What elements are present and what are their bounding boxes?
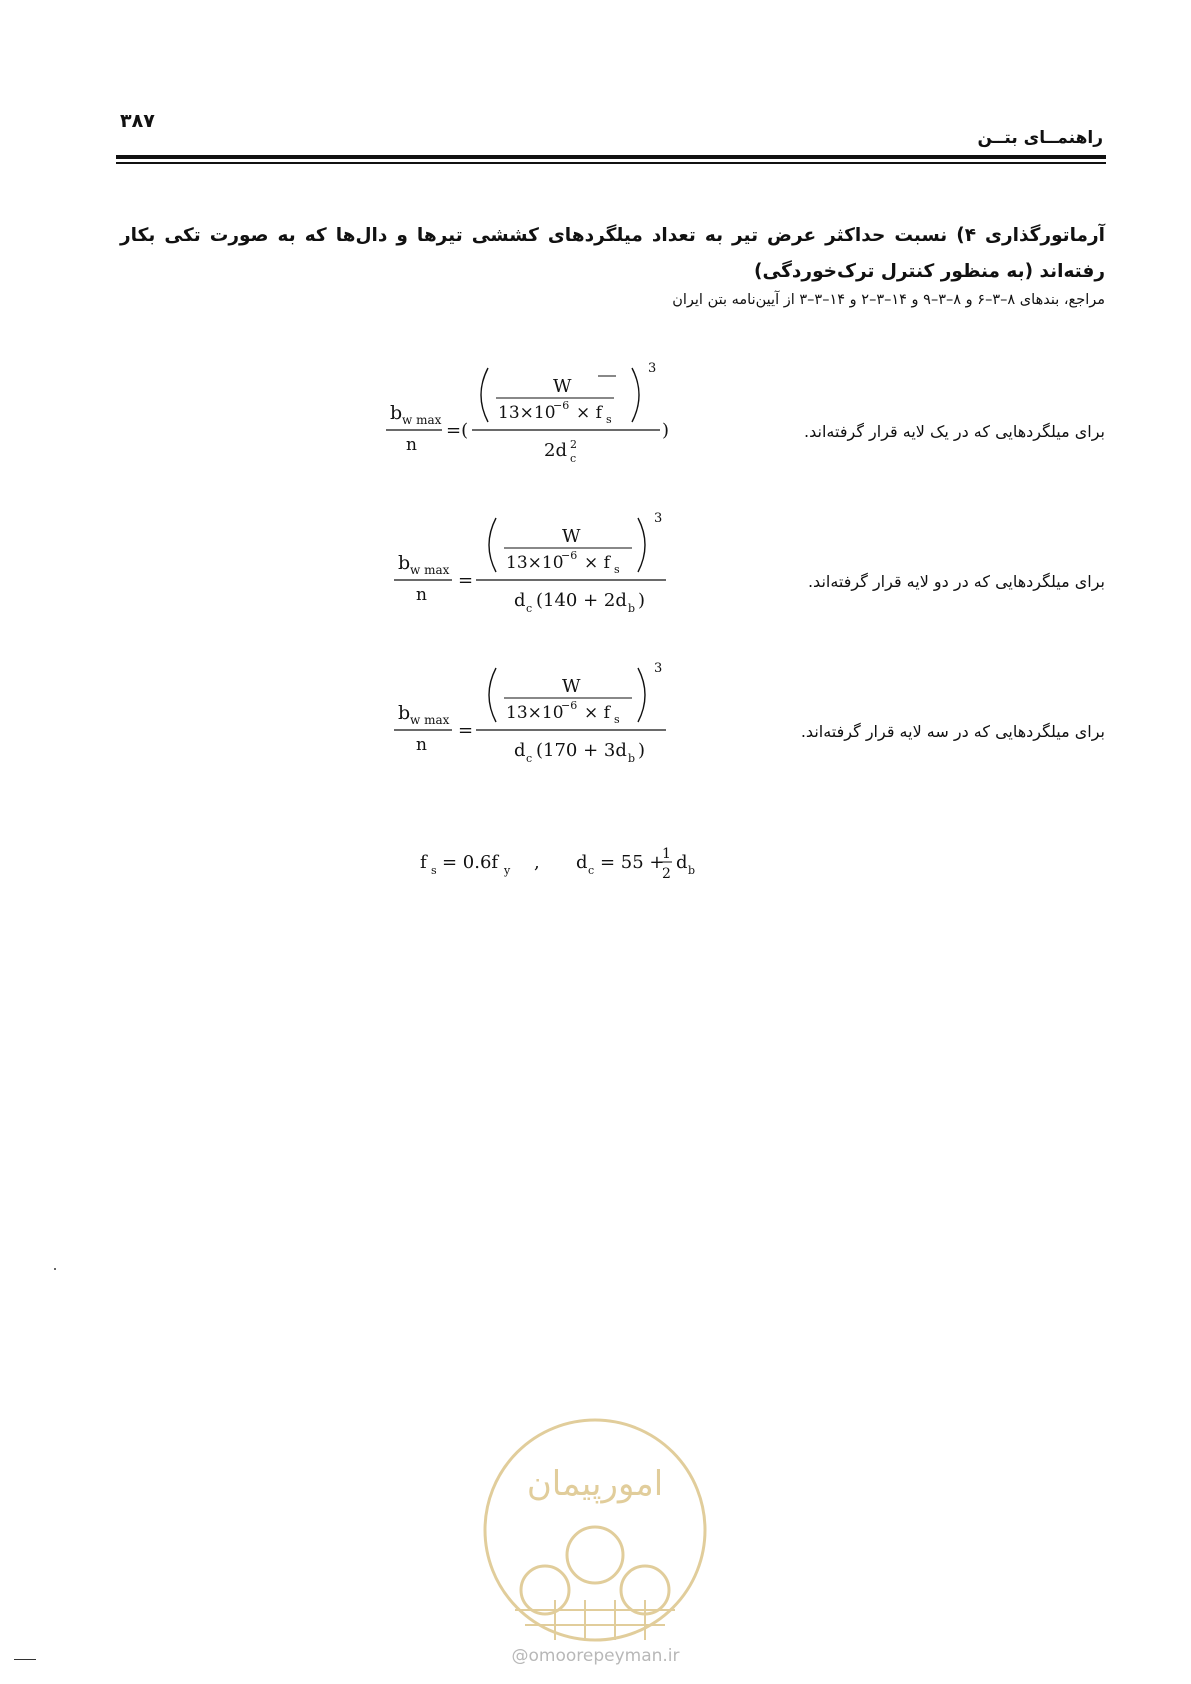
logo-outer-ring <box>485 1420 705 1640</box>
formula-equation <box>370 660 700 780</box>
fs-rhs: = 0.6f <box>442 852 499 873</box>
big-right-paren <box>638 668 645 722</box>
lhs-subscript: w max <box>402 413 442 427</box>
dc-frac-den: 2 <box>662 866 671 882</box>
formula-note: برای میلگردهایی که در یک لایه قرار گرفته‌اند. <box>804 422 1105 441</box>
lhs-subscript: w max <box>410 713 450 727</box>
dc-tail-sub: b <box>688 864 696 877</box>
denominator-sup: 2 <box>570 438 577 451</box>
big-left-paren <box>481 368 488 422</box>
dc-lhs: d <box>576 852 588 873</box>
inner-factor: × f <box>584 553 610 573</box>
watermark-url: @omoorepeyman.ir <box>511 1646 680 1666</box>
header-rule-thin <box>116 162 1106 164</box>
dc-frac-num: 1 <box>662 846 671 862</box>
denominator: d <box>514 740 526 761</box>
denominator-tail: (170 + 3d <box>536 740 627 761</box>
equals-sign: =( <box>446 420 469 441</box>
denominator-tail-sub: b <box>628 602 636 615</box>
denominator-sub: c <box>526 752 533 765</box>
inner-factor-subscript: s <box>606 413 612 426</box>
section-heading: آرماتورگذاری ۴) نسبت حداکثر عرض تیر به تعداد میلگردهای کششی تیرها و دال‌ها که به صورت تکی بکار رفته‌اند (به منظور کنترل ترک‌خوردگی) <box>120 225 1106 282</box>
lhs-subscript: w max <box>410 563 450 577</box>
inner-exponent: −6 <box>561 699 578 712</box>
inner-exponent: −6 <box>553 399 570 412</box>
inner-factor-subscript: s <box>614 563 620 576</box>
equals-sign: = <box>458 570 474 591</box>
watermark-logo <box>475 1415 715 1655</box>
lhs-denominator: n <box>416 735 427 755</box>
big-right-paren <box>632 368 639 422</box>
fs-lhs-sub: s <box>431 864 437 877</box>
margin-dot <box>54 1268 56 1270</box>
definitions-equation <box>410 840 730 900</box>
inner-factor: × f <box>576 403 602 423</box>
denominator: d <box>514 590 526 611</box>
formula-equation <box>370 510 700 630</box>
brick-grid-icon <box>515 1600 675 1640</box>
denominator-close: ) <box>638 590 646 611</box>
denominator: 2d <box>544 440 567 461</box>
inner-denominator: 13×10 <box>506 553 564 573</box>
big-left-paren <box>489 518 496 572</box>
fs-rhs-sub: y <box>504 864 511 877</box>
inner-numerator: W <box>553 376 572 397</box>
formula-equation <box>370 360 700 480</box>
header-rule-thick <box>116 155 1106 159</box>
dc-rhs: = 55 + <box>600 852 665 873</box>
denominator-sub: c <box>570 452 577 465</box>
outer-exponent: 3 <box>654 661 663 676</box>
close-paren: ) <box>662 420 670 441</box>
inner-denominator: 13×10 <box>498 403 556 423</box>
inner-exponent: −6 <box>561 549 578 562</box>
margin-mark <box>14 1659 36 1660</box>
denominator-sub: c <box>526 602 533 615</box>
inner-numerator: W <box>562 676 581 697</box>
page-number: ۳۸۷ <box>120 110 155 132</box>
big-left-paren <box>489 668 496 722</box>
logo-script: امورپیمان <box>526 1464 664 1504</box>
references-line: مراجع، بندهای ۸–۳–۶ و ۸–۳–۹ و ۱۴–۳–۲ و ۱۴–۳–۳ از آیین‌نامه بتن ایران <box>672 292 1105 308</box>
outer-exponent: 3 <box>648 361 657 376</box>
separator: , <box>534 852 540 873</box>
fs-lhs: f <box>420 852 427 873</box>
running-title: راهنمــای بتــن <box>977 128 1103 148</box>
lhs-denominator: n <box>416 585 427 605</box>
lhs-numerator: b <box>390 402 403 424</box>
inner-numerator: W <box>562 526 581 547</box>
dc-lhs-sub: c <box>588 864 595 877</box>
denominator-tail-sub: b <box>628 752 636 765</box>
formula-note: برای میلگردهایی که در سه لایه قرار گرفته‌اند. <box>800 722 1105 741</box>
lhs-denominator: n <box>406 435 417 455</box>
outer-exponent: 3 <box>654 511 663 526</box>
inner-denominator: 13×10 <box>506 703 564 723</box>
lhs-numerator: b <box>398 702 411 724</box>
inner-factor-subscript: s <box>614 713 620 726</box>
denominator-tail: (140 + 2d <box>536 590 627 611</box>
denominator-close: ) <box>638 740 646 761</box>
equals-sign: = <box>458 720 474 741</box>
gear-icon <box>521 1527 669 1614</box>
dc-tail: d <box>676 852 688 873</box>
inner-factor: × f <box>584 703 610 723</box>
big-right-paren <box>638 518 645 572</box>
formula-note: برای میلگردهایی که در دو لایه قرار گرفته‌اند. <box>807 572 1105 591</box>
lhs-numerator: b <box>398 552 411 574</box>
